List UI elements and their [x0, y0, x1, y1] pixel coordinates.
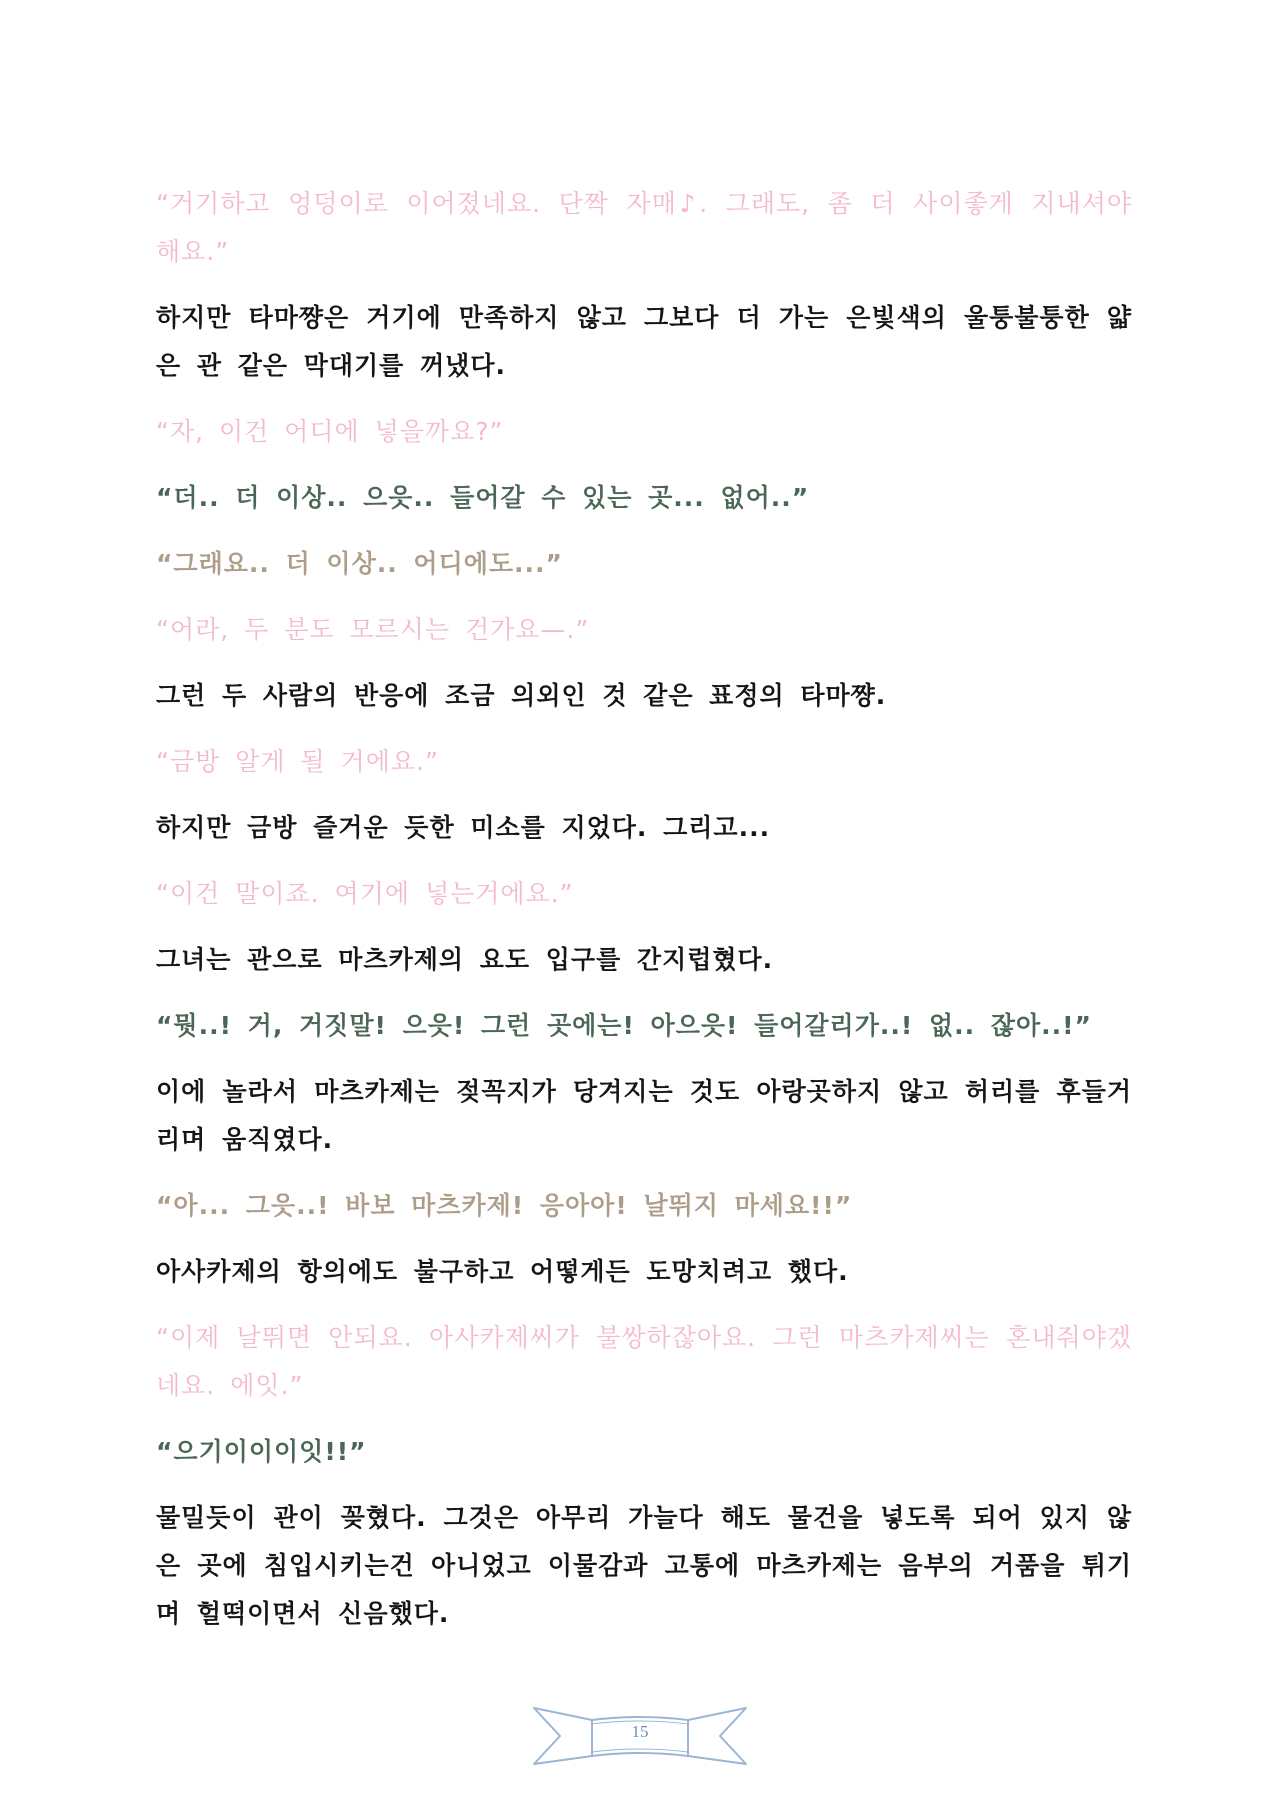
paragraph: 아사카제의 항의에도 불구하고 어떻게든 도망치려고 했다. [156, 1257, 849, 1286]
page-number-ribbon [530, 1700, 750, 1772]
paragraph: 하지만 타마쨩은 거기에 만족하지 않고 그보다 더 가는 은빛색의 울퉁불퉁한 얇은 관 같은 막대기를 꺼냈다. [156, 303, 1132, 380]
paragraph: “어라, 두 분도 모르시는 건가요—.” [156, 615, 590, 644]
paragraph: “거기하고 엉덩이로 이어졌네요. 단짝 자매♪. 그래도, 좀 더 사이좋게 지내셔야 해요.” [156, 189, 1132, 266]
paragraph: “자, 이건 어디에 넣을까요?” [156, 417, 504, 446]
paragraph: 하지만 금방 즐거운 듯한 미소를 지었다. 그리고... [156, 813, 771, 842]
paragraph: “뭣..! 거, 거짓말! 으읏! 그런 곳에는! 아으읏! 들어갈리가..! 없.. 잖아..!” [156, 1011, 1092, 1040]
page-number: 15 [631, 1722, 649, 1741]
body-text [156, 180, 1132, 1656]
paragraph: 이에 놀라서 마츠카제는 젖꼭지가 당겨지는 것도 아랑곳하지 않고 허리를 후들거리며 움직였다. [156, 1077, 1132, 1154]
paragraph: “금방 알게 될 거에요.” [156, 747, 439, 776]
paragraph: “이건 말이죠. 여기에 넣는거에요.” [156, 879, 574, 908]
paragraph: “그래요.. 더 이상.. 어디에도...” [156, 549, 563, 578]
paragraph: “이제 날뛰면 안되요. 아사카제씨가 불쌍하잖아요. 그런 마츠카제씨는 혼내줘야겠네요. 에잇.” [156, 1323, 1132, 1400]
paragraph: “으기이이이잇!!” [156, 1437, 367, 1466]
paragraph: 그녀는 관으로 마츠카제의 요도 입구를 간지럽혔다. [156, 945, 774, 974]
paragraph: “아... 그읏..! 바보 마츠카제! 응아아! 날뛰지 마세요!!” [156, 1191, 853, 1220]
paragraph: 그런 두 사람의 반응에 조금 의외인 것 같은 표정의 타마쨩. [156, 681, 887, 710]
paragraph: 물밀듯이 관이 꽂혔다. 그것은 아무리 가늘다 해도 물건을 넣도록 되어 있지 않은 곳에 침입시키는건 아니었고 이물감과 고통에 마츠카제는 음부의 거품을 튀기며 헐떡이면서 신음했다. [156, 1503, 1132, 1628]
paragraph: “더.. 더 이상.. 으읏.. 들어갈 수 있는 곳... 없어..” [156, 483, 810, 512]
